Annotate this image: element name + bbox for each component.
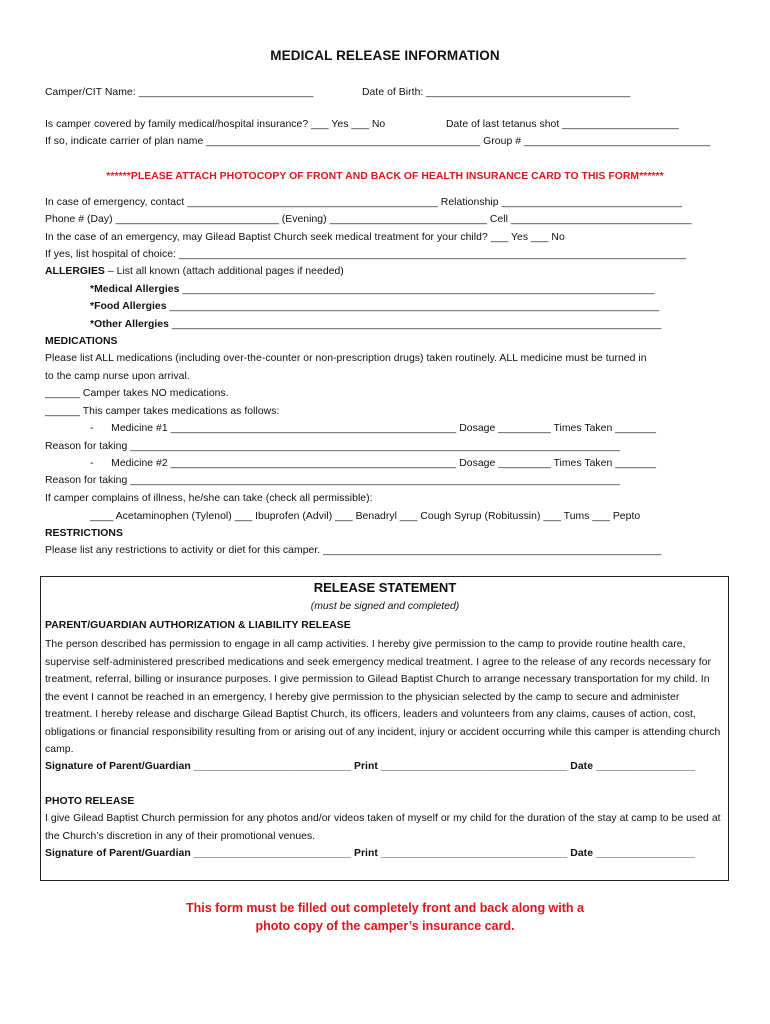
medicine-1-field[interactable]: - Medicine #1 _________________________________________________ Dosage _________ Times Taken _______ <box>90 423 657 434</box>
restrictions-heading: RESTRICTIONS <box>45 528 123 539</box>
other-allergies-label: *Other Allergies <box>90 319 169 330</box>
emergency-contact-field[interactable]: In case of emergency, contact ___________________________________________ Relationship _______________________________ <box>45 197 683 208</box>
food-allergies-field[interactable] <box>90 300 659 313</box>
illness-instructions: If camper complains of illness, he/she can take (check all permissible): <box>45 493 373 504</box>
allergies-label: ALLERGIES <box>45 266 105 277</box>
reason-2-field[interactable]: Reason for taking ____________________________________________________________________________________ <box>45 475 620 486</box>
medications-instructions-2: to the camp nurse upon arrival. <box>45 371 190 382</box>
signature-line-photo[interactable]: Signature of Parent/Guardian ___________________________ Print ________________________________ Date _________________ <box>45 848 696 859</box>
form-title: MEDICAL RELEASE INFORMATION <box>270 48 500 63</box>
phone-field[interactable]: Phone # (Day) ____________________________ (Evening) ___________________________ Cell _______________________________ <box>45 214 692 225</box>
allergies-row <box>45 265 344 278</box>
food-allergies-label: *Food Allergies <box>90 301 167 312</box>
date-of-birth-field[interactable]: Date of Birth: ___________________________________ <box>362 87 631 98</box>
medical-allergies-line[interactable]: _________________________________________________________________________________ <box>179 284 655 295</box>
authorization-heading: PARENT/GUARDIAN AUTHORIZATION & LIABILITY RELEASE <box>45 620 351 631</box>
tetanus-field[interactable]: Date of last tetanus shot ____________________ <box>446 119 679 130</box>
otc-medication-options[interactable]: ____ Acetaminophen (Tylenol) ___ Ibuprofen (Advil) ___ Benadryl ___ Cough Syrup (Robitussin) ___ Tums ___ Pepto <box>90 511 641 522</box>
other-allergies-field[interactable] <box>90 318 662 331</box>
footer-notice-line-1: This form must be filled out completely front and back along with a <box>186 901 584 915</box>
signature-line-authorization[interactable]: Signature of Parent/Guardian ___________________________ Print ________________________________ Date _________________ <box>45 761 696 772</box>
treatment-question[interactable]: In the case of an emergency, may Gilead Baptist Church seek medical treatment for your child? ___ Yes ___ No <box>45 232 565 243</box>
carrier-field[interactable]: If so, indicate carrier of plan name _______________________________________________ Group # ________________________________ <box>45 136 711 147</box>
medical-allergies-field[interactable] <box>90 283 655 296</box>
photo-release-heading: PHOTO RELEASE <box>45 796 135 807</box>
reason-1-field[interactable]: Reason for taking ____________________________________________________________________________________ <box>45 441 620 452</box>
release-statement-title: RELEASE STATEMENT <box>313 580 457 595</box>
camper-name-field[interactable]: Camper/CIT Name: ______________________________ <box>45 87 314 98</box>
attach-notice: ******PLEASE ATTACH PHOTOCOPY OF FRONT AND BACK OF HEALTH INSURANCE CARD TO THIS FORM****** <box>106 171 664 182</box>
insurance-question[interactable]: Is camper covered by family medical/hospital insurance? ___ Yes ___ No <box>45 119 386 130</box>
medications-heading: MEDICATIONS <box>45 336 118 347</box>
takes-medications-option[interactable]: ______ This camper takes medications as follows: <box>45 406 280 417</box>
authorization-text: The person described has permission to engage in all camp activities. I hereby give permission to the camp to provide routine health care, supervise self-administered prescribed medications and seek emergency medical treatment. I agree to the release of any records necessary for treatment, referral, billing or insurance purposes. I give permission to Gilead Baptist Church to arrange necessary transportation for my child. In the event I cannot be reached in an emergency, I hereby give permission to the physician selected by the camp to secure and administer treatment. I hereby release and discharge Gilead Baptist Church, its officers, leaders and volunteers from any claims, causes of action, cost, obligations or financial responsibility resulting from or arising out of any incident, injury or accident occurring while this camper is attending church camp. <box>45 639 721 755</box>
other-allergies-line[interactable]: ____________________________________________________________________________________ <box>168 319 662 330</box>
hospital-field[interactable]: If yes, list hospital of choice: _______________________________________________________________________________________ <box>45 249 687 260</box>
restrictions-field[interactable]: Please list any restrictions to activity or diet for this camper. __________________________________________________________ <box>45 545 662 556</box>
medicine-2-field[interactable]: - Medicine #2 _________________________________________________ Dosage _________ Times Taken _______ <box>90 458 657 469</box>
allergies-text: – List all known (attach additional pages if needed) <box>104 266 344 277</box>
footer-notice-line-2: photo copy of the camper’s insurance card. <box>255 919 515 933</box>
food-allergies-line[interactable]: ____________________________________________________________________________________ <box>166 301 660 312</box>
medications-instructions-1: Please list ALL medications (including over-the-counter or non-prescription drugs) taken routinely. ALL medicine must be turned in <box>45 353 647 364</box>
no-medications-option[interactable]: ______ Camper takes NO medications. <box>45 388 229 399</box>
photo-release-text: I give Gilead Baptist Church permission for any photos and/or videos taken of myself or my child for the duration of the stay at camp to be used at the Church’s discretion in any of their promotional venues. <box>45 813 721 842</box>
release-statement-subtitle: (must be signed and completed) <box>310 601 460 612</box>
medical-allergies-label: *Medical Allergies <box>90 284 180 295</box>
